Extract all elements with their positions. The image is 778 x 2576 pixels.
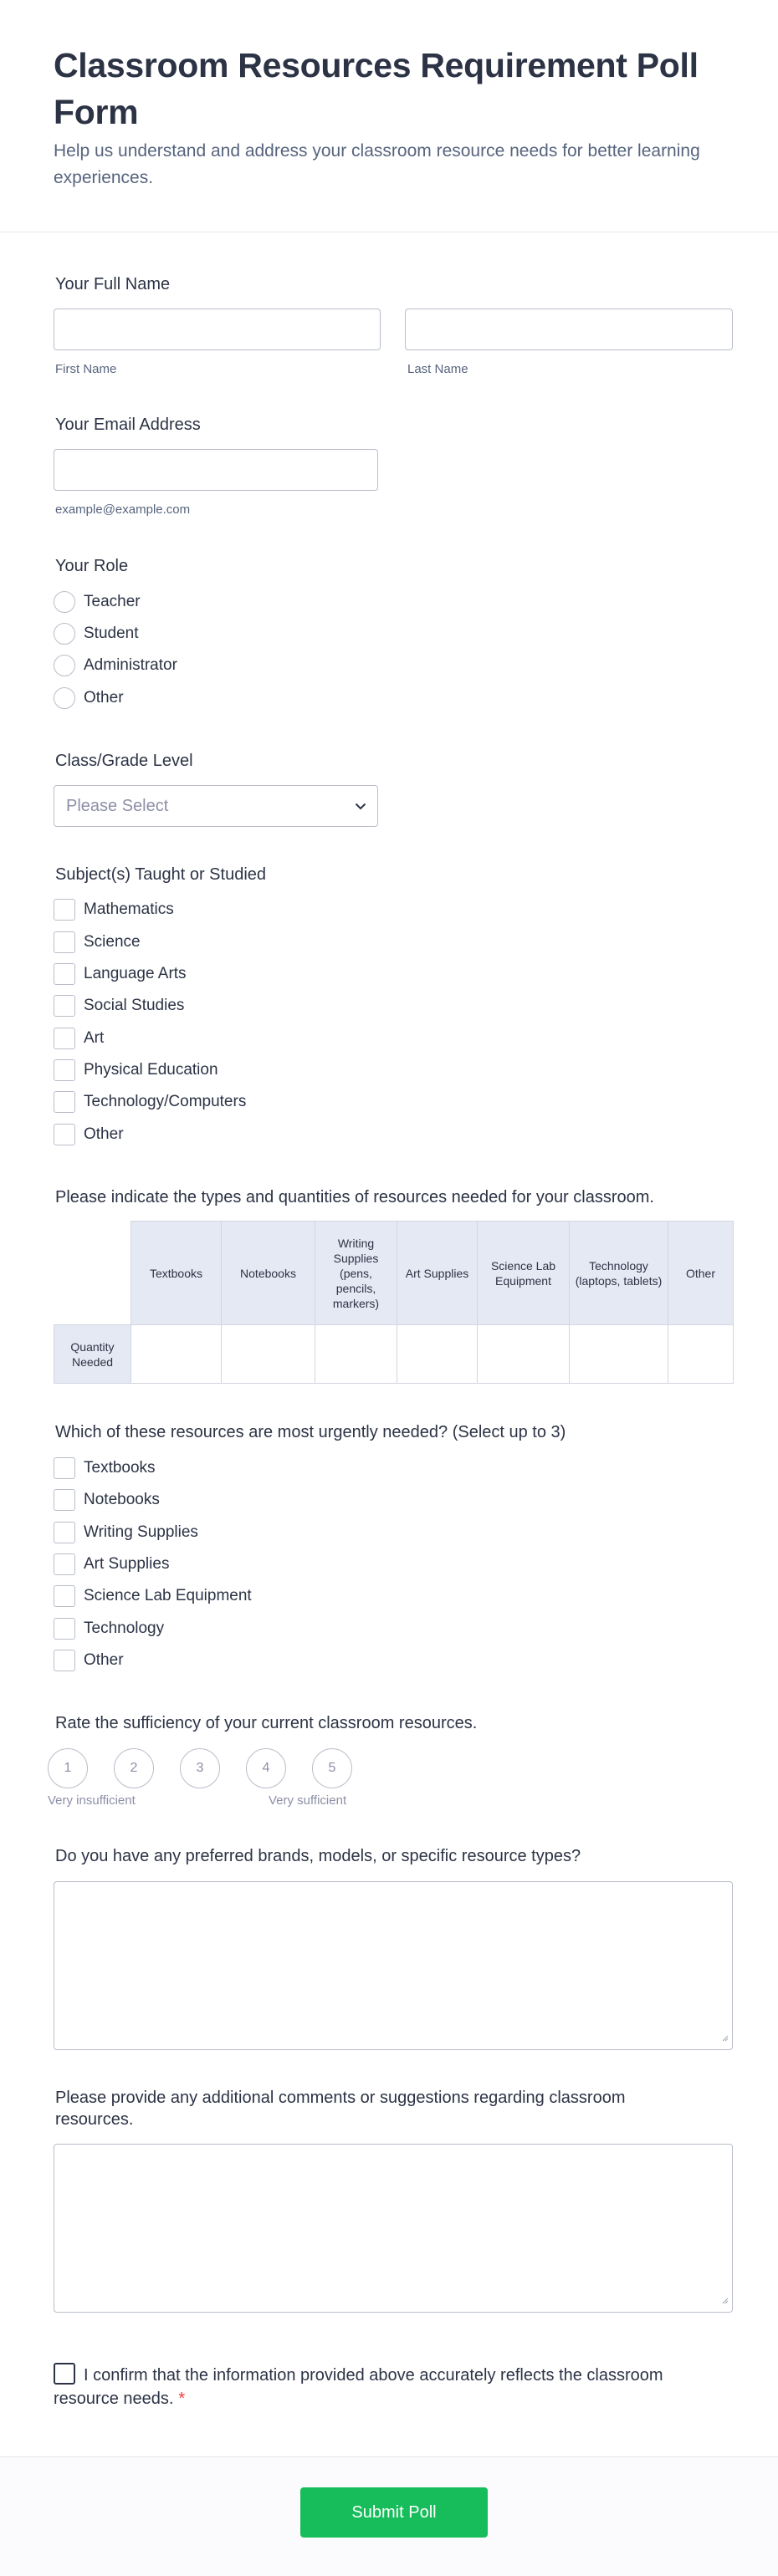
subject-option-label: Mathematics	[84, 900, 174, 918]
resize-handle-icon[interactable]	[720, 2031, 729, 2046]
matrix-row-header: Quantity Needed	[54, 1325, 131, 1384]
urgent-option-label: Art Supplies	[84, 1555, 170, 1573]
matrix-corner	[54, 1222, 131, 1325]
urgent-option-writing-supplies[interactable]	[54, 1521, 198, 1544]
subject-option-physical-education[interactable]	[54, 1058, 218, 1082]
form-subtitle: Help us understand and address your classroom resource needs for better learning experiences.	[54, 141, 700, 187]
checkbox[interactable]	[54, 899, 75, 921]
radio-button[interactable]	[54, 655, 75, 676]
matrix-cell-input[interactable]	[131, 1325, 222, 1384]
role-option-label: Administrator	[84, 656, 177, 674]
matrix-column-header: Other	[668, 1222, 734, 1325]
chevron-down-icon	[344, 803, 377, 810]
urgent-label: Which of these resources are most urgently needed? (Select up to 3)	[55, 1423, 566, 1441]
rating-option-2[interactable]: 2	[114, 1748, 154, 1788]
radio-button[interactable]	[54, 687, 75, 709]
subject-option-label: Science	[84, 933, 141, 951]
checkbox[interactable]	[54, 1028, 75, 1049]
checkbox[interactable]	[54, 1091, 75, 1113]
checkbox[interactable]	[54, 1124, 75, 1145]
urgent-option-label: Notebooks	[84, 1491, 160, 1508]
subject-option-label: Physical Education	[84, 1061, 218, 1079]
required-asterisk: *	[178, 2390, 186, 2408]
grade-select[interactable]	[54, 785, 378, 827]
role-option-other[interactable]	[54, 686, 124, 710]
rating-low-caption: Very insufficient	[48, 1793, 136, 1808]
rating-option-4[interactable]: 4	[246, 1748, 286, 1788]
comments-label: Please provide any additional comments or suggestions regarding classroom resources.	[55, 2089, 626, 2129]
checkbox[interactable]	[54, 1489, 75, 1511]
subject-option-label: Social Studies	[84, 997, 185, 1014]
subject-option-art[interactable]	[54, 1027, 104, 1050]
checkbox[interactable]	[54, 1585, 75, 1607]
radio-button[interactable]	[54, 623, 75, 645]
subject-option-social-studies[interactable]	[54, 994, 184, 1018]
subject-option-label: Art	[84, 1029, 105, 1047]
role-option-teacher[interactable]	[54, 590, 141, 614]
rating-label: Rate the sufficiency of your current classroom resources.	[55, 1714, 478, 1732]
matrix-cell-input[interactable]	[315, 1325, 397, 1384]
checkbox[interactable]	[54, 931, 75, 953]
role-option-student[interactable]	[54, 622, 139, 645]
subject-option-language-arts[interactable]	[54, 962, 187, 986]
matrix-cell-input[interactable]	[397, 1325, 478, 1384]
role-label: Your Role	[55, 557, 129, 575]
matrix-row	[54, 1325, 734, 1384]
first-name-sublabel: First Name	[55, 362, 117, 376]
matrix-column-header: Art Supplies	[397, 1222, 478, 1325]
submit-button[interactable]: Submit Poll	[300, 2487, 488, 2538]
resource-quantity-matrix	[54, 1221, 734, 1384]
resize-handle-icon[interactable]	[720, 2293, 729, 2308]
matrix-cell-input[interactable]	[570, 1325, 668, 1384]
urgent-option-label: Science Lab Equipment	[84, 1587, 252, 1604]
checkbox[interactable]	[54, 1457, 75, 1479]
radio-button[interactable]	[54, 591, 75, 613]
rating-option-3[interactable]: 3	[180, 1748, 220, 1788]
email-input[interactable]	[54, 449, 378, 491]
matrix-column-header: Textbooks	[131, 1222, 222, 1325]
matrix-cell-input[interactable]	[668, 1325, 734, 1384]
matrix-column-header: Notebooks	[222, 1222, 315, 1325]
subject-option-label: Language Arts	[84, 965, 187, 982]
brands-label: Do you have any preferred brands, models, or specific resource types?	[55, 1847, 581, 1865]
urgent-option-textbooks[interactable]	[54, 1456, 156, 1480]
confirm-checkbox-row[interactable]	[54, 2363, 689, 2410]
form-title: Classroom Resources Requirement Poll Form	[54, 46, 699, 131]
role-option-administrator[interactable]	[54, 654, 177, 677]
first-name-input[interactable]	[54, 309, 381, 350]
urgent-option-technology[interactable]	[54, 1617, 164, 1640]
checkbox[interactable]	[54, 1059, 75, 1081]
urgent-option-label: Technology	[84, 1620, 165, 1637]
subject-option-label: Technology/Computers	[84, 1093, 247, 1110]
matrix-cell-input[interactable]	[222, 1325, 315, 1384]
urgent-option-label: Textbooks	[84, 1459, 156, 1477]
urgent-option-other[interactable]	[54, 1649, 124, 1672]
rating-option-5[interactable]: 5	[312, 1748, 352, 1788]
subject-option-mathematics[interactable]	[54, 898, 174, 921]
role-option-label: Student	[84, 625, 139, 642]
rating-high-caption: Very sufficient	[269, 1793, 347, 1808]
checkbox[interactable]	[54, 1522, 75, 1543]
matrix-column-header: Technology (laptops, tablets)	[570, 1222, 668, 1325]
urgent-option-label: Other	[84, 1651, 124, 1669]
urgent-option-science-lab[interactable]	[54, 1584, 252, 1608]
role-option-label: Teacher	[84, 593, 141, 610]
matrix-label: Please indicate the types and quantities of resources needed for your classroom.	[55, 1188, 654, 1206]
subject-option-science[interactable]	[54, 931, 141, 954]
subject-option-other[interactable]	[54, 1123, 124, 1146]
email-sublabel: example@example.com	[55, 502, 191, 517]
form-header	[0, 0, 778, 232]
confirm-checkbox[interactable]	[54, 2363, 75, 2385]
rating-option-1[interactable]: 1	[48, 1748, 88, 1788]
role-option-label: Other	[84, 689, 124, 706]
checkbox[interactable]	[54, 1618, 75, 1640]
matrix-cell-input[interactable]	[478, 1325, 570, 1384]
checkbox[interactable]	[54, 995, 75, 1017]
checkbox[interactable]	[54, 963, 75, 985]
comments-textarea[interactable]	[54, 2144, 733, 2313]
urgent-option-notebooks[interactable]	[54, 1488, 160, 1512]
full-name-label: Your Full Name	[55, 275, 171, 293]
matrix-column-header: Science Lab Equipment	[478, 1222, 570, 1325]
subject-option-technology[interactable]	[54, 1090, 246, 1114]
email-label: Your Email Address	[55, 416, 201, 434]
subjects-label: Subject(s) Taught or Studied	[55, 865, 267, 884]
urgent-option-art-supplies[interactable]	[54, 1553, 169, 1576]
grade-select-placeholder: Please Select	[66, 796, 169, 815]
checkbox[interactable]	[54, 1650, 75, 1671]
grade-label: Class/Grade Level	[55, 752, 193, 770]
checkbox[interactable]	[54, 1553, 75, 1575]
last-name-sublabel: Last Name	[407, 362, 468, 376]
subject-option-label: Other	[84, 1125, 124, 1143]
urgent-option-label: Writing Supplies	[84, 1523, 198, 1541]
brands-textarea[interactable]	[54, 1881, 733, 2050]
last-name-input[interactable]	[405, 309, 733, 350]
matrix-column-header: Writing Supplies (pens, pencils, markers)	[315, 1222, 397, 1325]
confirm-text: I confirm that the information provided above accurately reflects the classroom resource needs.	[54, 2366, 663, 2408]
